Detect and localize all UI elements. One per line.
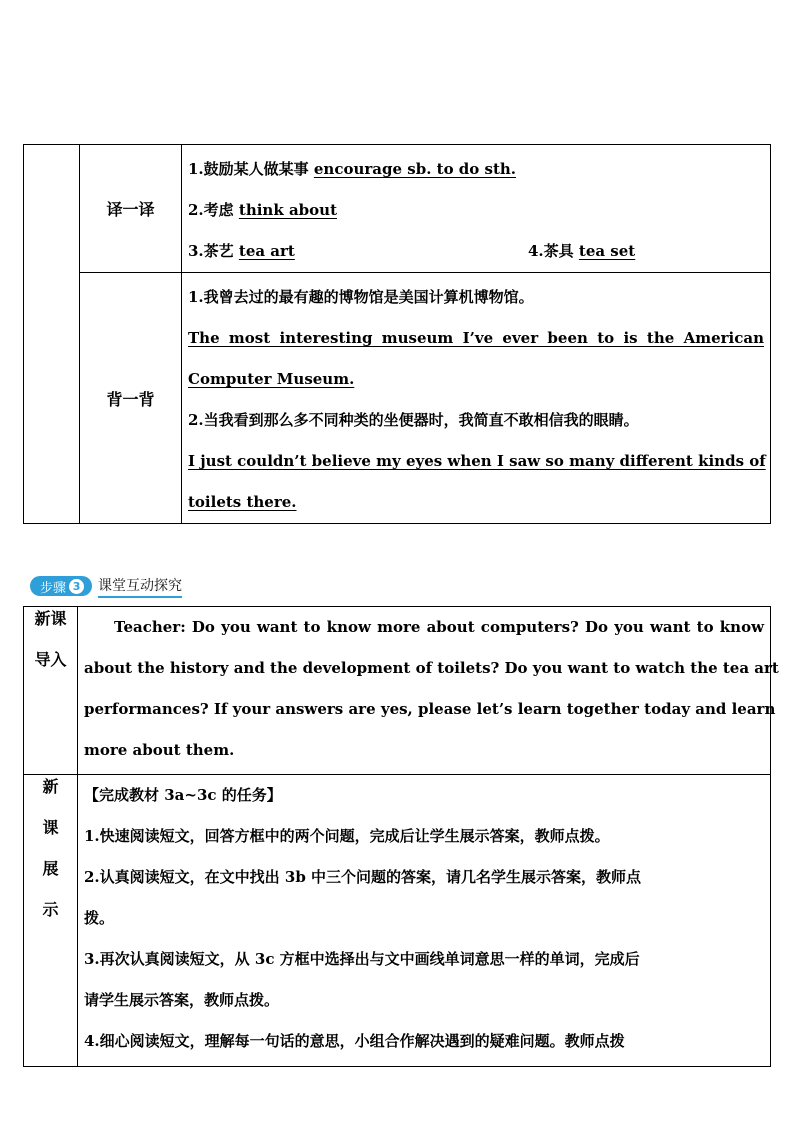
translate-item-1: 1.鼓励某人做某事 encourage sb. to do sth. <box>188 160 517 178</box>
recite-sentence-1-en-b: Computer Museum. <box>188 370 355 388</box>
intro-line-1: Teacher: Do you want to know more about computers? Do you want to know <box>114 618 764 636</box>
step-number: 3 <box>69 579 84 594</box>
recite-sentence-2-en-b: toilets there. <box>188 493 297 511</box>
task-1: 1.快速阅读短文，回答方框中的两个问题，完成后让学生展示答案，教师点拨。 <box>84 827 610 845</box>
recite-sentence-2-cn: 2.当我看到那么多不同种类的坐便器时，我简直不敢相信我的眼睛。 <box>188 411 639 429</box>
intro-line-4: more about them. <box>84 741 235 759</box>
recite-sentence-2-en-a: I just couldn’t believe my eyes when I saw so many different kinds of <box>188 452 766 470</box>
step-tag-text: 步骤 <box>40 580 67 596</box>
task-4: 4.细心阅读短文，理解每一句话的意思，小组合作解决遇到的疑难问题。教师点拨 <box>84 1032 625 1050</box>
translate-answer-1: encourage sb. to do sth. <box>313 160 517 178</box>
intro-label: 新课 导入 <box>24 607 78 775</box>
recite-sentence-1-cn: 1.我曾去过的最有趣的博物馆是美国计算机博物馆。 <box>188 288 534 306</box>
task-3-b: 请学生展示答案，教师点拨。 <box>84 991 280 1009</box>
translate-label: 译一译 <box>80 145 182 273</box>
intro-content <box>78 607 779 775</box>
vocab-table <box>23 144 771 524</box>
recite-sentence-1-en-a: The most interesting museum I’ve ever been to is the American <box>188 329 764 347</box>
translate-items-3-4: 3.茶艺 tea art 4.茶具 tea set <box>188 242 636 260</box>
task-2-b: 拨。 <box>84 909 115 927</box>
translate-item-2: 2.考虑 think about <box>188 201 337 219</box>
task-3-a: 3.再次认真阅读短文，从 3c 方框中选择出与文中画线单词意思一样的单词，完成后 <box>84 950 640 968</box>
task-header: 【完成教材 3a~3c 的任务】 <box>84 786 282 804</box>
task-2-a: 2.认真阅读短文，在文中找出 3b 中三个问题的答案，请几名学生展示答案，教师点 <box>84 868 642 886</box>
show-label: 新 课 展 示 <box>24 775 78 1067</box>
intro-line-3: performances? If your answers are yes, please let’s learn together today and learn <box>84 700 776 718</box>
show-content <box>78 775 771 1067</box>
translate-answer-4: tea set <box>578 242 636 260</box>
recite-label: 背一背 <box>80 273 182 524</box>
translate-content <box>182 145 771 273</box>
recite-content <box>182 273 771 524</box>
translate-answer-2: think about <box>238 201 337 219</box>
step-heading <box>30 575 182 597</box>
lesson-table <box>23 606 779 1067</box>
translate-answer-3: tea art <box>238 242 295 260</box>
intro-line-2: about the history and the development of toilets? Do you want to watch the tea art <box>84 659 779 677</box>
step-title: 课堂互动探究 <box>98 575 182 598</box>
step-badge <box>30 576 92 596</box>
blank-side-cell <box>24 145 80 524</box>
